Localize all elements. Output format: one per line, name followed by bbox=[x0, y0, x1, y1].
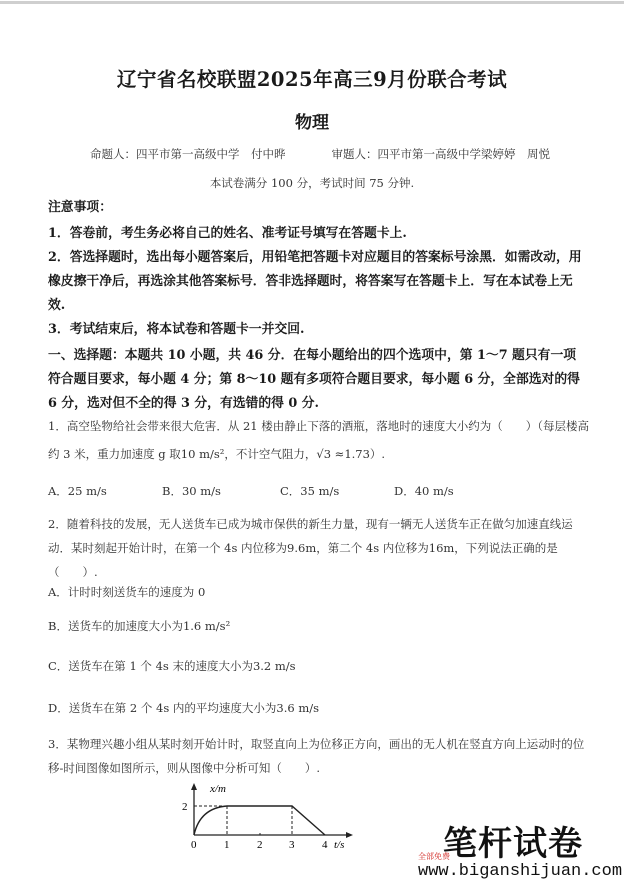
section-1-intro: 一、选择题：本题共 10 小题，共 46 分．在每小题给出的四个选项中，第 1～7 题只有一项符合题目要求，每小题 4 分；第 8～10 题有多项符合题目要求，每小题 6 分，全部选对的得 6 分，选对但不全的得 3 分，有选错的得 0 分. bbox=[48, 348, 580, 411]
x-tick-1: 1 bbox=[224, 839, 230, 851]
notes-heading: 注意事项： bbox=[48, 200, 112, 215]
question-1-stem: 1．高空坠物给社会带来很大危害．从 21 楼由静止下落的酒瓶，落地时的速度大小约为（ ）（每层楼高约 3 米，重力加速度 g 取10 m/s²，不计空气阻力，√3 ≈1.73）. bbox=[48, 419, 590, 461]
q1-option-d: D．40 m/s bbox=[394, 484, 454, 498]
exam-title: 辽宁省名校联盟2025年高三9月份联合考试 bbox=[116, 68, 508, 91]
watermark-brand: 笔杆试卷 bbox=[443, 824, 583, 864]
xt-graph-svg bbox=[170, 780, 360, 855]
watermark-url: www.biganshijuan.com bbox=[418, 862, 623, 881]
note-item-3: 3．考试结束后，将本试卷和答题卡一并交回. bbox=[48, 322, 305, 337]
q2-option-c: C．送货车在第 1 个 4s 末的速度大小为3.2 m/s bbox=[48, 659, 296, 673]
x-tick-3: 3 bbox=[289, 839, 295, 851]
q1-option-c: C．35 m/s bbox=[280, 484, 340, 498]
watermark-free-tag: 全部免费 bbox=[418, 852, 450, 861]
top-border bbox=[0, 1, 624, 4]
subject-title: 物理 bbox=[295, 113, 329, 133]
note-item-2: 2．答选择题时，选出每小题答案后，用铅笔把答题卡对应题目的答案标号涂黑．如需改动，用橡皮擦干净后，再选涂其他答案标号．答非选择题时，将答案写在答题卡上．写在本试卷上无效. bbox=[48, 250, 582, 313]
score-time: 本试卷满分 100 分，考试时间 75 分钟. bbox=[209, 176, 415, 190]
displacement-time-graph bbox=[170, 780, 360, 855]
q2-option-d: D．送货车在第 2 个 4s 内的平均速度大小为3.6 m/s bbox=[48, 701, 320, 715]
x-tick-2: 2 bbox=[257, 839, 263, 851]
author-label: 命题人：四平市第一高级中学 付中晔 bbox=[90, 147, 286, 161]
reviewer-label: 审题人：四平市第一高级中学梁婷婷 周悦 bbox=[331, 147, 550, 161]
question-3-stem: 3．某物理兴趣小组从某时刻开始计时，取竖直向上为位移正方向，画出的无人机在竖直方向上运动时的位移-时间图像如图所示，则从图像中分析可知（ ）. bbox=[48, 737, 585, 775]
y-axis-label: x/m bbox=[210, 783, 226, 795]
q1-option-b: B．30 m/s bbox=[162, 484, 221, 498]
x-tick-4: 4 bbox=[322, 839, 328, 851]
x-axis-label: t/s bbox=[334, 839, 345, 851]
x-tick-0: 0 bbox=[191, 839, 197, 851]
q2-option-b: B．送货车的加速度大小为1.6 m/s² bbox=[48, 619, 231, 633]
q2-option-a: A．计时时刻送货车的速度为 0 bbox=[48, 585, 206, 599]
question-2-stem: 2．随着科技的发展，无人送货车已成为城市保供的新生力量，现有一辆无人送货车正在做匀加速直线运动．某时刻起开始计时，在第一个 4s 内位移为9.6m，第二个 4s 内位移为16m，下列说法正确的是（ ）. bbox=[48, 517, 573, 579]
y-tick-2: 2 bbox=[182, 801, 188, 813]
note-item-1: 1．答卷前，考生务必将自己的姓名、准考证号填写在答题卡上. bbox=[48, 226, 407, 241]
q1-option-a: A．25 m/s bbox=[48, 484, 107, 498]
authors-line bbox=[90, 146, 550, 162]
